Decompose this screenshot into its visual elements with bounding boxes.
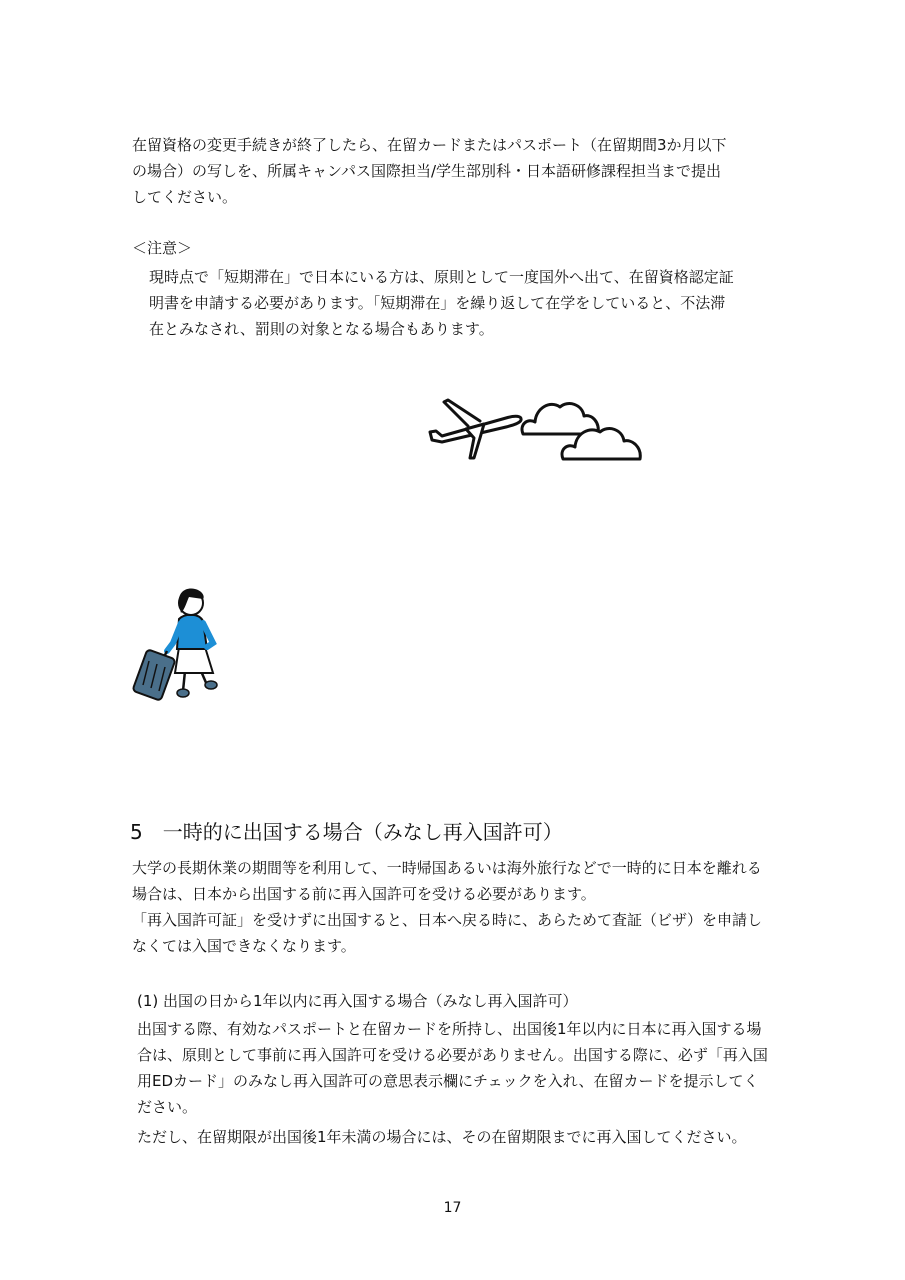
paragraph-line: 在留資格の変更手続きが終了したら、在留カードまたはパスポート（在留期間3か月以下	[132, 136, 727, 154]
paragraph-line: 合は、原則として事前に再入国許可を受ける必要がありません。出国する際に、必ず「再入国	[137, 1046, 768, 1064]
subsection-title: (1) 出国の日から1年以内に再入国する場合（みなし再入国許可）	[137, 992, 578, 1010]
paragraph-line: ださい。	[137, 1098, 198, 1116]
airplane-icon	[426, 398, 526, 462]
paragraph-line: してください。	[132, 188, 238, 206]
paragraph-line: ただし、在留期限が出国後1年未満の場合には、その在留期限までに再入国してください。	[137, 1128, 747, 1146]
section-heading: 5 一時的に出国する場合（みなし再入国許可）	[130, 820, 563, 844]
caution-line: 明書を申請する必要があります。「短期滞在」を繰り返して在学をしていると、不法滞	[149, 294, 726, 312]
page-number: 17	[443, 1200, 462, 1216]
paragraph-line: 大学の長期休業の期間等を利用して、一時帰国あるいは海外旅行などで一時的に日本を離れる	[132, 859, 762, 877]
paragraph-line: なくては入国できなくなります。	[132, 937, 356, 955]
paragraph-line: 場合は、日本から出国する前に再入国許可を受ける必要があります。	[132, 885, 596, 903]
caution-label: ＜注意＞	[132, 239, 193, 257]
paragraph-line: 出国する際、有効なパスポートと在留カードを所持し、出国後1年以内に日本に再入国する場	[137, 1020, 762, 1038]
paragraph-line: 用EDカード」のみなし再入国許可の意思表示欄にチェックを入れ、在留カードを提示してく	[137, 1072, 759, 1090]
cloud-icon	[560, 424, 644, 462]
caution-line: 現時点で「短期滞在」で日本にいる方は、原則として一度国外へ出て、在留資格認定証	[149, 268, 734, 286]
traveler-with-suitcase-icon	[133, 585, 225, 705]
paragraph-line: 「再入国許可証」を受けずに出国すると、日本へ戻る時に、あらためて査証（ビザ）を申請し	[132, 911, 763, 929]
caution-line: 在とみなされ、罰則の対象となる場合もあります。	[149, 320, 494, 338]
paragraph-line: の場合）の写しを、所属キャンパス国際担当/学生部別科・日本語研修課程担当まで提出	[132, 162, 722, 180]
